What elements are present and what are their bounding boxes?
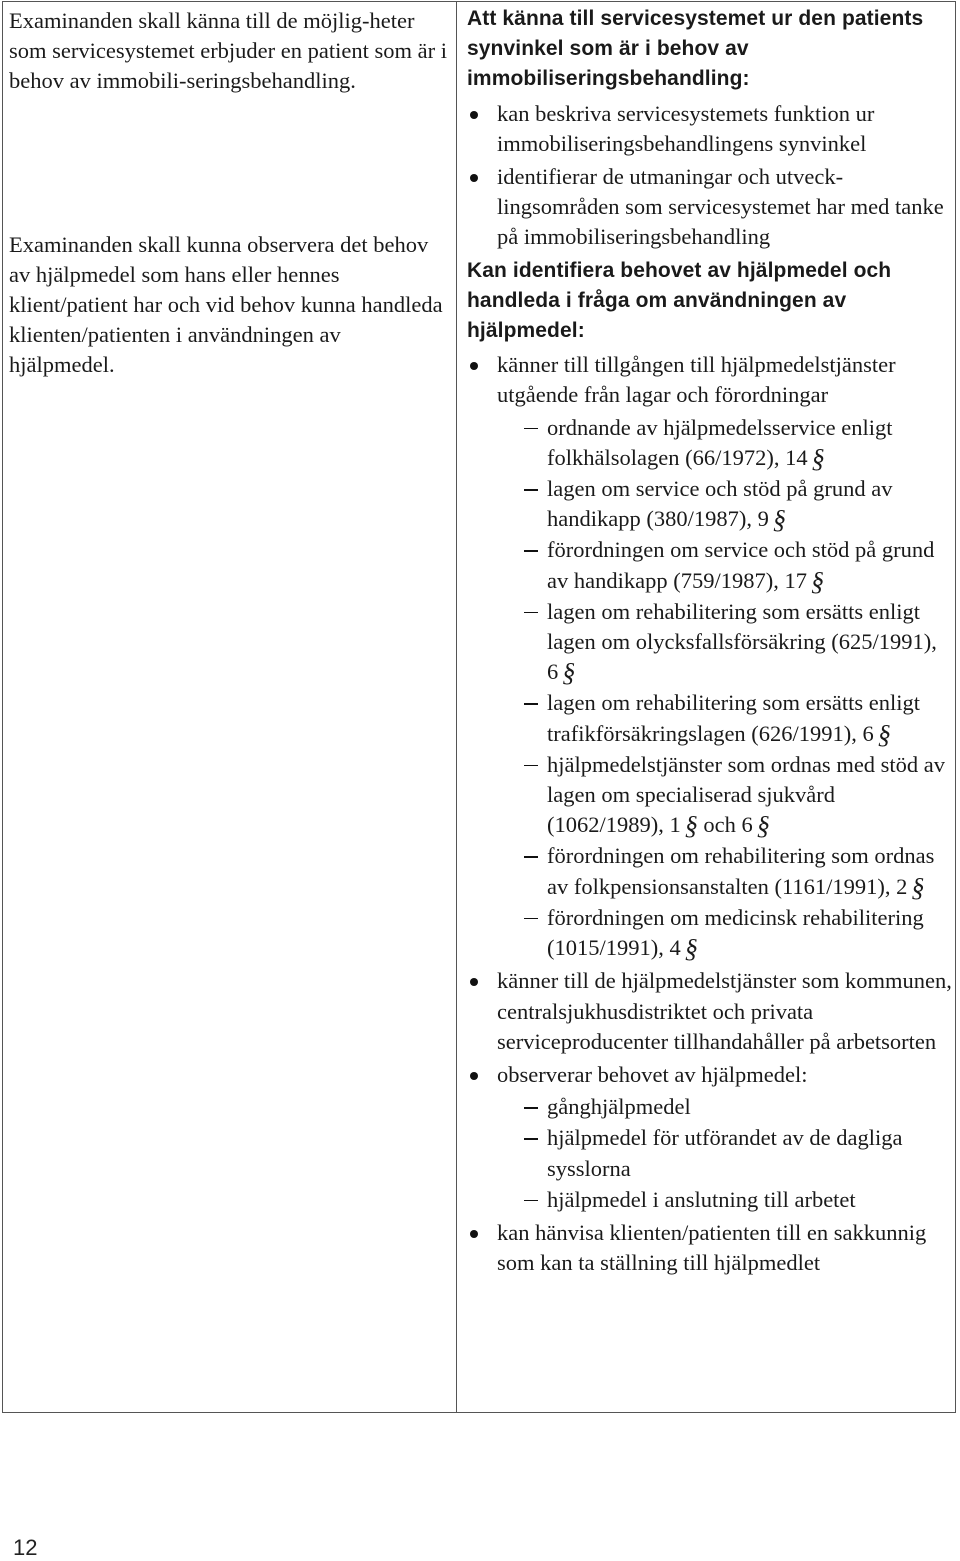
section-heading-aids: Kan identifiera behovet av hjälpmedel och handleda i fråga om användningen av hjälpmedel: — [467, 258, 892, 343]
section-heading-service-system: Att känna till servicesystemet ur den patients synvinkel som är i behov av immobiliseringsbehandling: — [467, 7, 924, 91]
dash-icon — [524, 703, 538, 705]
dash-icon — [524, 856, 538, 858]
column-divider — [456, 2, 457, 1412]
aid-item: gånghjälpmedel — [497, 1092, 955, 1122]
right-column — [467, 4, 955, 1281]
bullet-icon — [470, 1072, 478, 1080]
law-item: lagen om rehabilitering som ersätts enligt trafikförsäkringslagen (626/1991), 6 § — [497, 688, 955, 748]
bullet-icon — [470, 174, 478, 182]
bullet-icon — [470, 362, 478, 370]
bullet-icon — [470, 111, 478, 119]
dash-icon — [524, 1138, 538, 1140]
dash-icon — [524, 428, 538, 430]
law-item: förordningen om service och stöd på grund av handikapp (759/1987), 17 § — [497, 535, 955, 595]
left-column — [9, 6, 449, 381]
section1-bullet-list — [467, 99, 955, 253]
section-sign: § — [562, 658, 576, 688]
dash-icon — [524, 550, 538, 552]
section2-bullet-list — [467, 350, 955, 1278]
curriculum-table — [2, 1, 956, 1413]
law-item: ordnande av hjälpmedelsservice enligt folkhälsolagen (66/1972), 14 § — [497, 413, 955, 473]
aid-list — [497, 1092, 955, 1215]
bullet-icon — [470, 1230, 478, 1238]
list-item: identifierar de utmaningar och utveck-lingsområden som servicesystemet har med tanke på immobiliseringsbehandling — [467, 162, 955, 253]
dash-icon — [524, 612, 538, 614]
dash-icon — [524, 918, 538, 920]
left-paragraph-1: Examinanden skall känna till de möjlig-heter som servicesystemet erbjuder en patient som är i behov av immobili-seringsbehandling. — [9, 8, 447, 94]
list-item: känner till tillgången till hjälpmedelstjänster utgående från lagar och förordningar ordnande av hjälpmedelsservice enligt folkhälsolagen (66/1972), 14 § lagen om service och stöd på grund av handikapp (380/1987), 9 § förordningen om service och stöd på grund av handikapp (759/1987), 17 § lagen om rehabilitering som ersätts enligt lagen om olycksfallsförsäkring (625/1991), 6 § lagen om rehabilitering som ersätts enligt trafikförsäkringslagen (626/1991), 6 § hjälpmedelstjänster som ordnas med stöd av lagen om specialiserad sjukvård (1062/1989), 1 § och 6 § förordningen om rehabilitering som ordnas av folkpensionsanstalten (1161/1991), 2 § förordningen om medicinsk rehabilitering (1015/1991), 4 § — [467, 350, 955, 963]
left-paragraph-2: Examinanden skall kunna observera det behov av hjälpmedel som hans eller hennes klient/patient har och vid behov kunna handleda klienten/patienten i användningen av hjälpmedel. — [9, 231, 443, 378]
list-item: kan hänvisa klienten/patienten till en sakkunnig som kan ta ställning till hjälpmedlet — [467, 1218, 955, 1278]
law-item: förordningen om rehabilitering som ordnas av folkpensionsanstalten (1161/1991), 2 § — [497, 841, 955, 901]
dash-icon — [524, 1107, 538, 1109]
section-sign: § — [756, 811, 770, 841]
law-item: hjälpmedelstjänster som ordnas med stöd av lagen om specialiserad sjukvård (1062/1989), 1 § och 6 § — [497, 750, 955, 841]
section-sign: § — [684, 811, 698, 841]
law-item: förordningen om medicinsk rehabilitering (1015/1991), 4 § — [497, 903, 955, 963]
section-sign: § — [877, 719, 891, 749]
list-item: känner till de hjälpmedelstjänster som kommunen, centralsjukhusdistriktet och privata serviceproducenter tillhandahåller på arbetsorten — [467, 966, 955, 1057]
section-sign: § — [684, 934, 698, 964]
dash-icon — [524, 765, 538, 767]
dash-icon — [524, 489, 538, 491]
law-list — [497, 413, 955, 964]
section-sign: § — [772, 505, 786, 535]
section-sign: § — [810, 566, 824, 596]
list-item: observerar behovet av hjälpmedel: gånghjälpmedel hjälpmedel för utförandet av de dagliga sysslorna hjälpmedel i anslutning till arbetet — [467, 1060, 955, 1215]
section-sign: § — [911, 872, 925, 902]
dash-icon — [524, 1200, 538, 1202]
bullet-icon — [470, 978, 478, 986]
section-sign: § — [811, 443, 825, 473]
law-item: lagen om rehabilitering som ersätts enligt lagen om olycksfallsförsäkring (625/1991), 6 § — [497, 597, 955, 688]
aid-item: hjälpmedel för utförandet av de dagliga sysslorna — [497, 1123, 955, 1183]
page-number: 12 — [13, 1535, 38, 1560]
law-item: lagen om service och stöd på grund av handikapp (380/1987), 9 § — [497, 474, 955, 534]
list-item: kan beskriva servicesystemets funktion ur immobiliseringsbehandlingens synvinkel — [467, 99, 955, 159]
aid-item: hjälpmedel i anslutning till arbetet — [497, 1185, 955, 1215]
